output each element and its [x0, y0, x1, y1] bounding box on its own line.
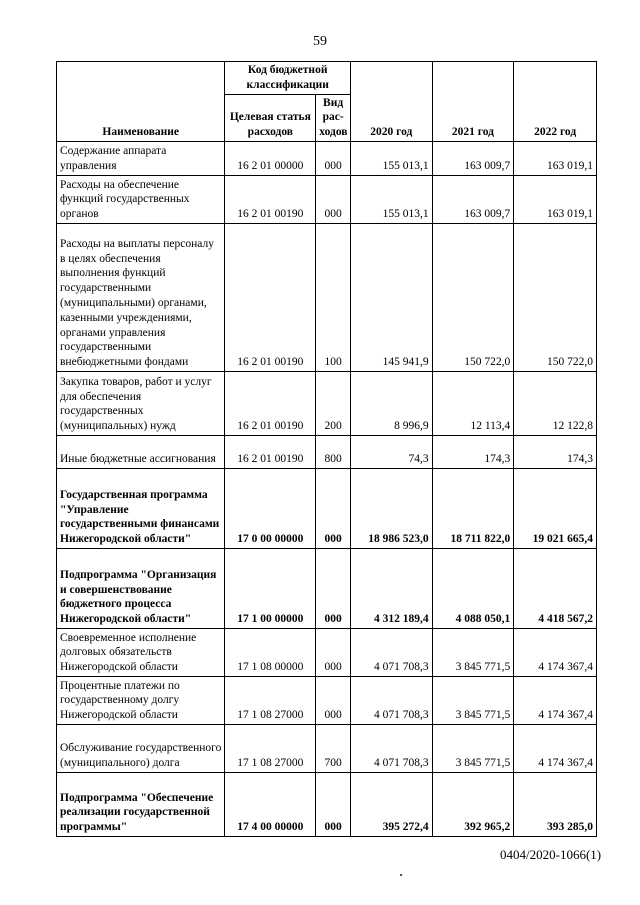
row-target-article: 17 1 08 27000: [225, 724, 316, 772]
row-target-article: 17 0 00 00000: [225, 468, 316, 548]
row-expense-type: 000: [316, 141, 351, 175]
row-expense-type: 000: [316, 772, 351, 836]
row-value-2020: 4 312 189,4: [350, 548, 432, 628]
row-name: Подпрограмма "Организация и совершенствование бюджетного процесса Нижегородской области": [57, 548, 225, 628]
row-target-article: 17 1 08 00000: [225, 628, 316, 676]
row-target-article: 16 2 01 00190: [225, 175, 316, 223]
row-value-2022: 393 285,0: [514, 772, 597, 836]
row-value-2022: 174,3: [514, 435, 597, 468]
row-expense-type: 000: [316, 548, 351, 628]
row-value-2020: 155 013,1: [350, 141, 432, 175]
row-value-2021: 3 845 771,5: [432, 628, 514, 676]
header-year-2021: 2021 год: [432, 62, 514, 142]
row-target-article: 16 2 01 00190: [225, 371, 316, 435]
table-row: [57, 772, 597, 836]
row-value-2020: 395 272,4: [350, 772, 432, 836]
row-value-2021: 392 965,2: [432, 772, 514, 836]
table-body: [57, 141, 597, 836]
header-name: Наименование: [57, 62, 225, 142]
header-expense-type: Вид рас-ходов: [316, 94, 351, 141]
row-value-2020: 4 071 708,3: [350, 628, 432, 676]
table-header: [57, 62, 597, 142]
row-name: Своевременное исполнение долговых обязательств Нижегородской области: [57, 628, 225, 676]
header-target-article: Целевая статья расходов: [225, 94, 316, 141]
row-value-2022: 150 722,0: [514, 223, 597, 371]
row-value-2021: 163 009,7: [432, 175, 514, 223]
row-value-2021: 150 722,0: [432, 223, 514, 371]
page-number: 59: [313, 34, 327, 49]
row-target-article: 17 1 00 00000: [225, 548, 316, 628]
row-name: Подпрограмма "Обеспечение реализации государственной программы": [57, 772, 225, 836]
table-row: [57, 223, 597, 371]
row-name: Расходы на выплаты персоналу в целях обеспечения выполнения функций государственными (муниципальными) органами, казенными учреждениями, органами управления государственными внебюджетными фондами: [57, 223, 225, 371]
row-value-2020: 4 071 708,3: [350, 724, 432, 772]
row-value-2022: 4 174 367,4: [514, 628, 597, 676]
row-value-2020: 18 986 523,0: [350, 468, 432, 548]
header-year-2022: 2022 год: [514, 62, 597, 142]
row-value-2021: 163 009,7: [432, 141, 514, 175]
table-row: [57, 141, 597, 175]
row-expense-type: 100: [316, 223, 351, 371]
row-expense-type: 000: [316, 468, 351, 548]
row-value-2021: 4 088 050,1: [432, 548, 514, 628]
row-value-2021: 12 113,4: [432, 371, 514, 435]
table-row: [57, 548, 597, 628]
row-value-2022: 163 019,1: [514, 141, 597, 175]
row-value-2020: 74,3: [350, 435, 432, 468]
table-row: [57, 676, 597, 724]
table-row: [57, 468, 597, 548]
row-value-2022: 4 174 367,4: [514, 724, 597, 772]
row-expense-type: 200: [316, 371, 351, 435]
row-expense-type: 800: [316, 435, 351, 468]
row-name: Содержание аппарата управления: [57, 141, 225, 175]
row-value-2021: 3 845 771,5: [432, 676, 514, 724]
row-name: Расходы на обеспечение функций государственных органов: [57, 175, 225, 223]
row-value-2022: 12 122,8: [514, 371, 597, 435]
table-row: [57, 724, 597, 772]
scan-speck: [400, 874, 402, 876]
header-code-group: Код бюджетной классификации: [225, 62, 351, 95]
budget-table: [56, 61, 597, 837]
row-value-2021: 18 711 822,0: [432, 468, 514, 548]
row-target-article: 16 2 01 00000: [225, 141, 316, 175]
row-value-2022: 19 021 665,4: [514, 468, 597, 548]
row-name: Закупка товаров, работ и услуг для обеспечения государственных (муниципальных) нужд: [57, 371, 225, 435]
row-value-2022: 163 019,1: [514, 175, 597, 223]
header-year-2020: 2020 год: [350, 62, 432, 142]
row-value-2021: 174,3: [432, 435, 514, 468]
row-expense-type: 700: [316, 724, 351, 772]
table-row: [57, 628, 597, 676]
row-name: Иные бюджетные ассигнования: [57, 435, 225, 468]
row-target-article: 16 2 01 00190: [225, 435, 316, 468]
row-value-2021: 3 845 771,5: [432, 724, 514, 772]
row-name: Обслуживание государственного (муниципального) долга: [57, 724, 225, 772]
row-target-article: 17 1 08 27000: [225, 676, 316, 724]
row-expense-type: 000: [316, 628, 351, 676]
table-row: [57, 175, 597, 223]
row-name: Государственная программа "Управление государственными финансами Нижегородской области": [57, 468, 225, 548]
row-expense-type: 000: [316, 676, 351, 724]
row-target-article: 17 4 00 00000: [225, 772, 316, 836]
row-target-article: 16 2 01 00190: [225, 223, 316, 371]
row-expense-type: 000: [316, 175, 351, 223]
row-value-2020: 4 071 708,3: [350, 676, 432, 724]
table-row: [57, 371, 597, 435]
row-value-2020: 145 941,9: [350, 223, 432, 371]
document-code: 0404/2020-1066(1): [500, 847, 602, 862]
row-name: Процентные платежи по государственному долгу Нижегородской области: [57, 676, 225, 724]
row-value-2020: 155 013,1: [350, 175, 432, 223]
row-value-2022: 4 174 367,4: [514, 676, 597, 724]
row-value-2020: 8 996,9: [350, 371, 432, 435]
table-row: [57, 435, 597, 468]
row-value-2022: 4 418 567,2: [514, 548, 597, 628]
